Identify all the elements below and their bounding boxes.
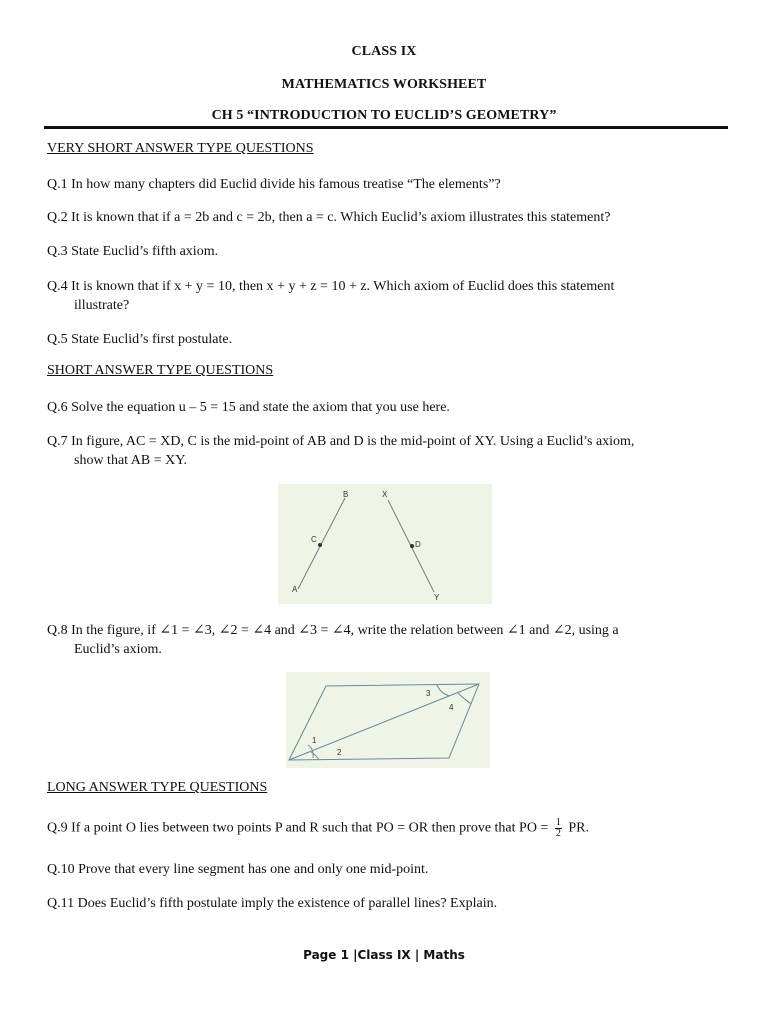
question-1: Q.1 In how many chapters did Euclid divide his famous treatise “The elements”? [47,177,501,192]
section-short-heading: SHORT ANSWER TYPE QUESTIONS [47,363,274,378]
label-b: B [343,490,349,499]
figure-parallelogram [286,672,490,768]
question-9-text: Q.9 If a point O lies between two points P and R such that PO = OR then prove that PO = [47,820,549,836]
chapter-title: CH 5 “INTRODUCTION TO EUCLID’S GEOMETRY” [211,108,557,123]
question-4-line-1: Q.4 It is known that if x + y = 10, then x + y + z = 10 + z. Which axiom of Euclid does this statement [47,279,615,294]
section-long-heading: LONG ANSWER TYPE QUESTIONS [47,780,268,795]
angle-label-2: 2 [337,748,342,757]
figure-segments-ab-xy [278,484,492,604]
angle-label-3: 3 [426,689,431,698]
question-4-line-2: illustrate? [74,298,130,313]
question-4 [47,277,687,315]
fraction-numerator: 1 [555,817,561,828]
angle-label-4: 4 [449,703,454,712]
question-5: Q.5 State Euclid’s first postulate. [47,332,233,347]
label-x: X [382,490,388,499]
header-divider [44,126,728,129]
angle-label-1: 1 [312,736,317,745]
point-d [410,544,414,548]
question-6: Q.6 Solve the equation u – 5 = 15 and state the axiom that you use here. [47,400,450,415]
label-d: D [415,540,421,549]
label-y: Y [434,593,440,602]
segments-diagram [278,484,492,604]
question-10: Q.10 Prove that every line segment has one and only one mid-point. [47,862,429,877]
fraction-denominator: 2 [555,828,561,839]
question-7-line-1: Q.7 In figure, AC = XD, C is the mid-point of AB and D is the mid-point of XY. Using a Euclid’s axiom, [47,434,635,449]
question-8-line-1: Q.8 In the figure, if ∠1 = ∠3, ∠2 = ∠4 and ∠3 = ∠4, write the relation between ∠1 and ∠2, using a [47,623,619,638]
page-footer: Page 1 |Class IX | Maths [303,948,465,962]
question-2: Q.2 It is known that if a = 2b and c = 2b, then a = c. Which Euclid’s axiom illustrates this statement? [47,210,611,225]
question-9 [47,818,687,839]
question-9-tail: PR. [568,820,589,836]
question-3: Q.3 State Euclid’s fifth axiom. [47,244,219,259]
point-c [318,543,322,547]
question-11: Q.11 Does Euclid’s fifth postulate imply the existence of parallel lines? Explain. [47,896,498,911]
label-c: C [311,535,317,544]
question-7 [47,432,687,470]
question-8 [47,621,687,659]
parallelogram-diagram [286,672,490,768]
question-7-line-2: show that AB = XY. [74,453,188,468]
class-title: CLASS IX [351,44,417,59]
fraction-one-half [555,818,562,839]
section-very-short-heading: VERY SHORT ANSWER TYPE QUESTIONS [47,141,314,156]
label-a: A [292,585,298,594]
worksheet-title: MATHEMATICS WORKSHEET [281,77,487,92]
question-8-line-2: Euclid’s axiom. [74,642,162,657]
